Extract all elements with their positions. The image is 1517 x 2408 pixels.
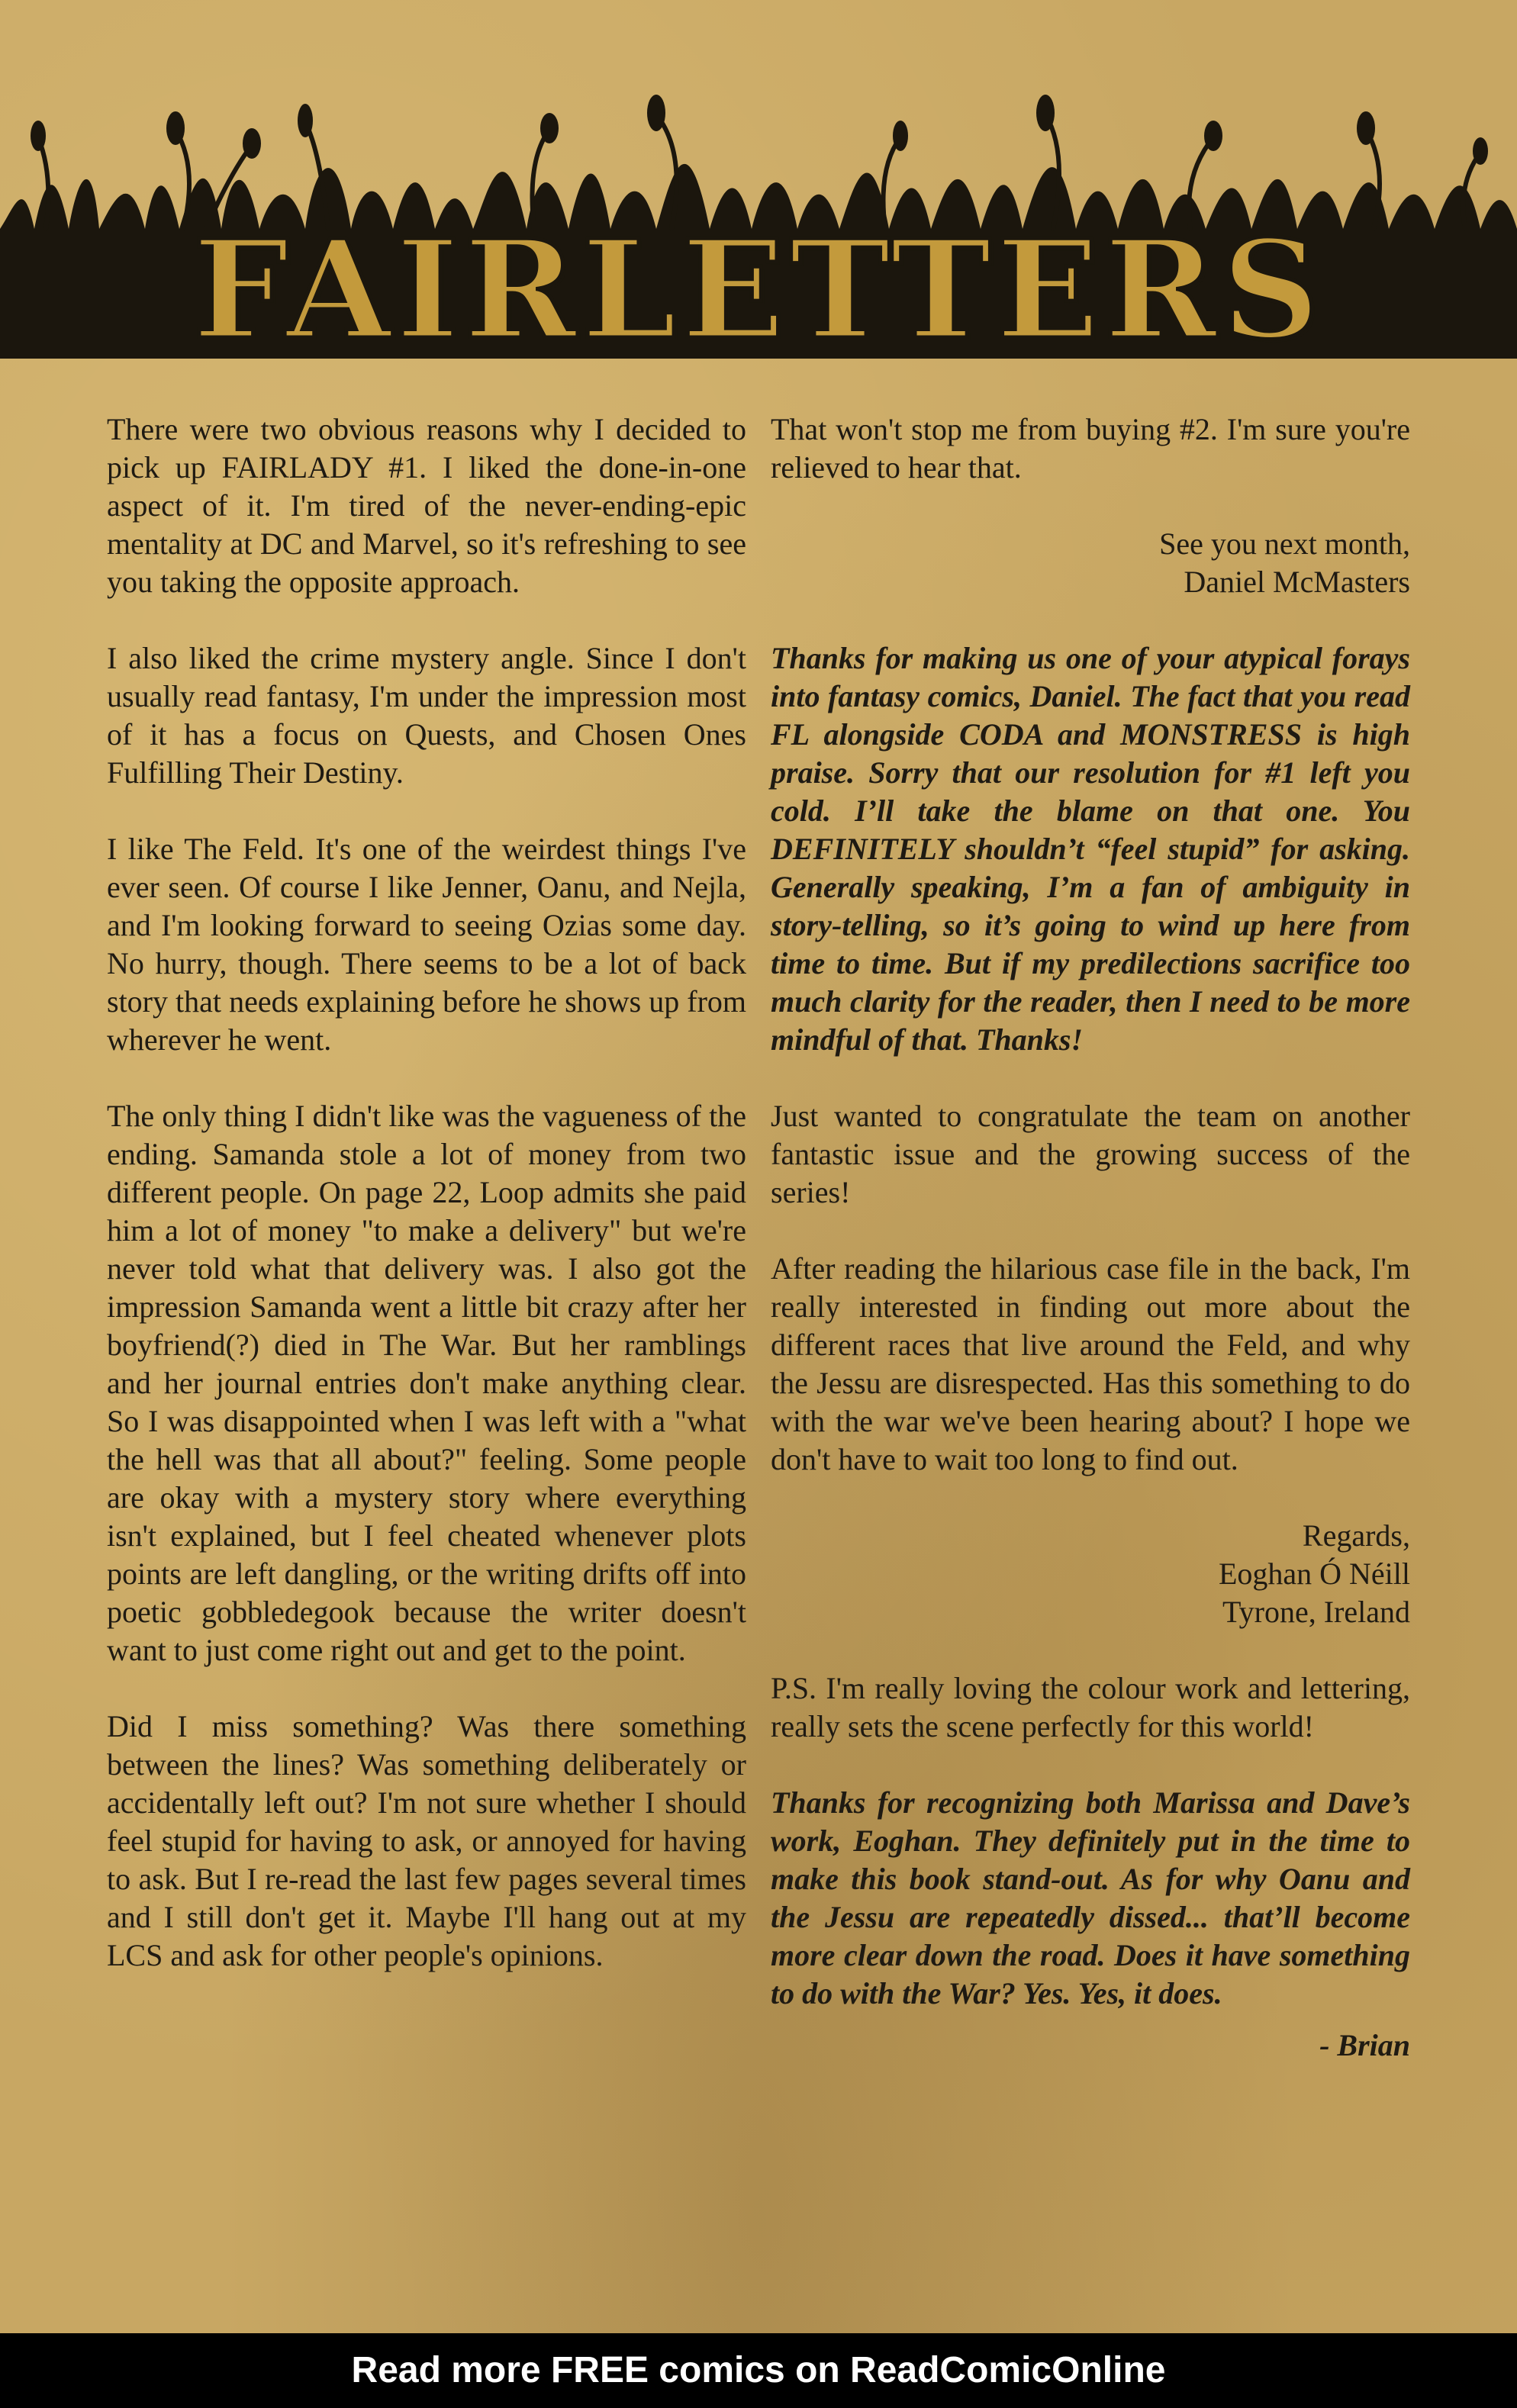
page-header: [0, 0, 1517, 369]
letter-paragraph: Did I miss something? Was there something between the lines? Was something deliberately or accidentally left out? I'm not sure whether I should feel stupid for having to ask, or annoyed for having to ask. But I re-read the last few pages several times and I still don't get it. Maybe I'll hang out at my LCS and ask for other people's opinions.: [107, 1709, 746, 1972]
letter-signoff: [771, 525, 1410, 601]
letter-paragraph: That won't stop me from buying #2. I'm sure you're relieved to hear that.: [771, 412, 1410, 484]
letter-paragraph: Just wanted to congratulate the team on another fantastic issue and the growing success of the series!: [771, 1099, 1410, 1209]
right-column: [771, 410, 1410, 2103]
letter-paragraph: There were two obvious reasons why I decided to pick up FAIRLADY #1. I liked the done-in-one aspect of it. I'm tired of the never-ending-epic mentality at DC and Marvel, so it's refreshing to see you taking the opposite approach.: [107, 412, 746, 599]
footer-link-text[interactable]: Read more FREE comics on ReadComicOnline: [351, 2350, 1166, 2390]
footer-banner[interactable]: [0, 2333, 1517, 2408]
left-column: [107, 410, 746, 2013]
signoff-name: Eoghan Ó Néill: [1218, 1557, 1410, 1591]
letter-paragraph: After reading the hilarious case file in the back, I'm really interested in finding out more about the different races that live around the Feld, and why the Jessu are disrespected. Has this something to do with the war we've been hearing about? I hope we don't have to wait too long to find out.: [771, 1251, 1410, 1476]
page-title: FAIRLETTERS: [192, 210, 1325, 369]
signoff-line: See you next month,: [1159, 526, 1410, 561]
letter-paragraph: The only thing I didn't like was the vagueness of the ending. Samanda stole a lot of money from two different people. On page 22, Loop admits she paid him a lot of money "to make a delivery" but we're never told what that delivery was. I also got the impression Samanda went a little bit crazy after her boyfriend(?) died in The War. But her ramblings and her journal entries don't make anything clear. So I was disappointed when I was left with a "what the hell was that all about?" feeling. Some people are okay with a mystery story where everything isn't explained, but I feel cheated whenever plots points are left dangling, or the writing drifts off into poetic gobbledegook because the writer doesn't want to just come right out and get to the point.: [107, 1099, 746, 1667]
letter-paragraph: I also liked the crime mystery angle. Since I don't usually read fantasy, I'm under the impression most of it has a focus on Quests, and Chosen Ones Fulfilling Their Destiny.: [107, 641, 746, 790]
editor-reply: Thanks for making us one of your atypical forays into fantasy comics, Daniel. The fact that you read FL alongside CODA and MONSTRESS is high praise. Sorry that our resolution for #1 left you cold. I’ll take the blame on that one. You DEFINITELY shouldn’t “feel stupid” for asking. Generally speaking, I’m a fan of ambiguity in story-telling, so it’s going to wind up here from time to time. But if my predilections sacrifice too much clarity for the reader, then I need to be more mindful of that. Thanks!: [771, 641, 1410, 1057]
editor-reply: Thanks for recognizing both Marissa and Dave’s work, Eoghan. They definitely put in the time to make this book stand-out. As for why Oanu and the Jessu are repeatedly dissed... that’ll become more clear down the road. Does it have something to do with the War? Yes. Yes, it does.: [771, 1785, 1410, 2010]
letter-signoff: [771, 1517, 1410, 1631]
signoff-line: Regards,: [1302, 1518, 1410, 1553]
signoff-location: Tyrone, Ireland: [1222, 1595, 1410, 1629]
letter-postscript: P.S. I'm really loving the colour work and lettering, really sets the scene perfectly for this world!: [771, 1671, 1410, 1743]
signoff-name: Daniel McMasters: [1184, 565, 1410, 599]
editor-signature: - Brian: [1319, 2028, 1410, 2062]
letter-paragraph: I like The Feld. It's one of the weirdest things I've ever seen. Of course I like Jenner, Oanu, and Nejla, and I'm looking forward to seeing Ozias some day. No hurry, though. There seems to be a lot of back story that needs explaining before he shows up from wherever he went.: [107, 832, 746, 1057]
